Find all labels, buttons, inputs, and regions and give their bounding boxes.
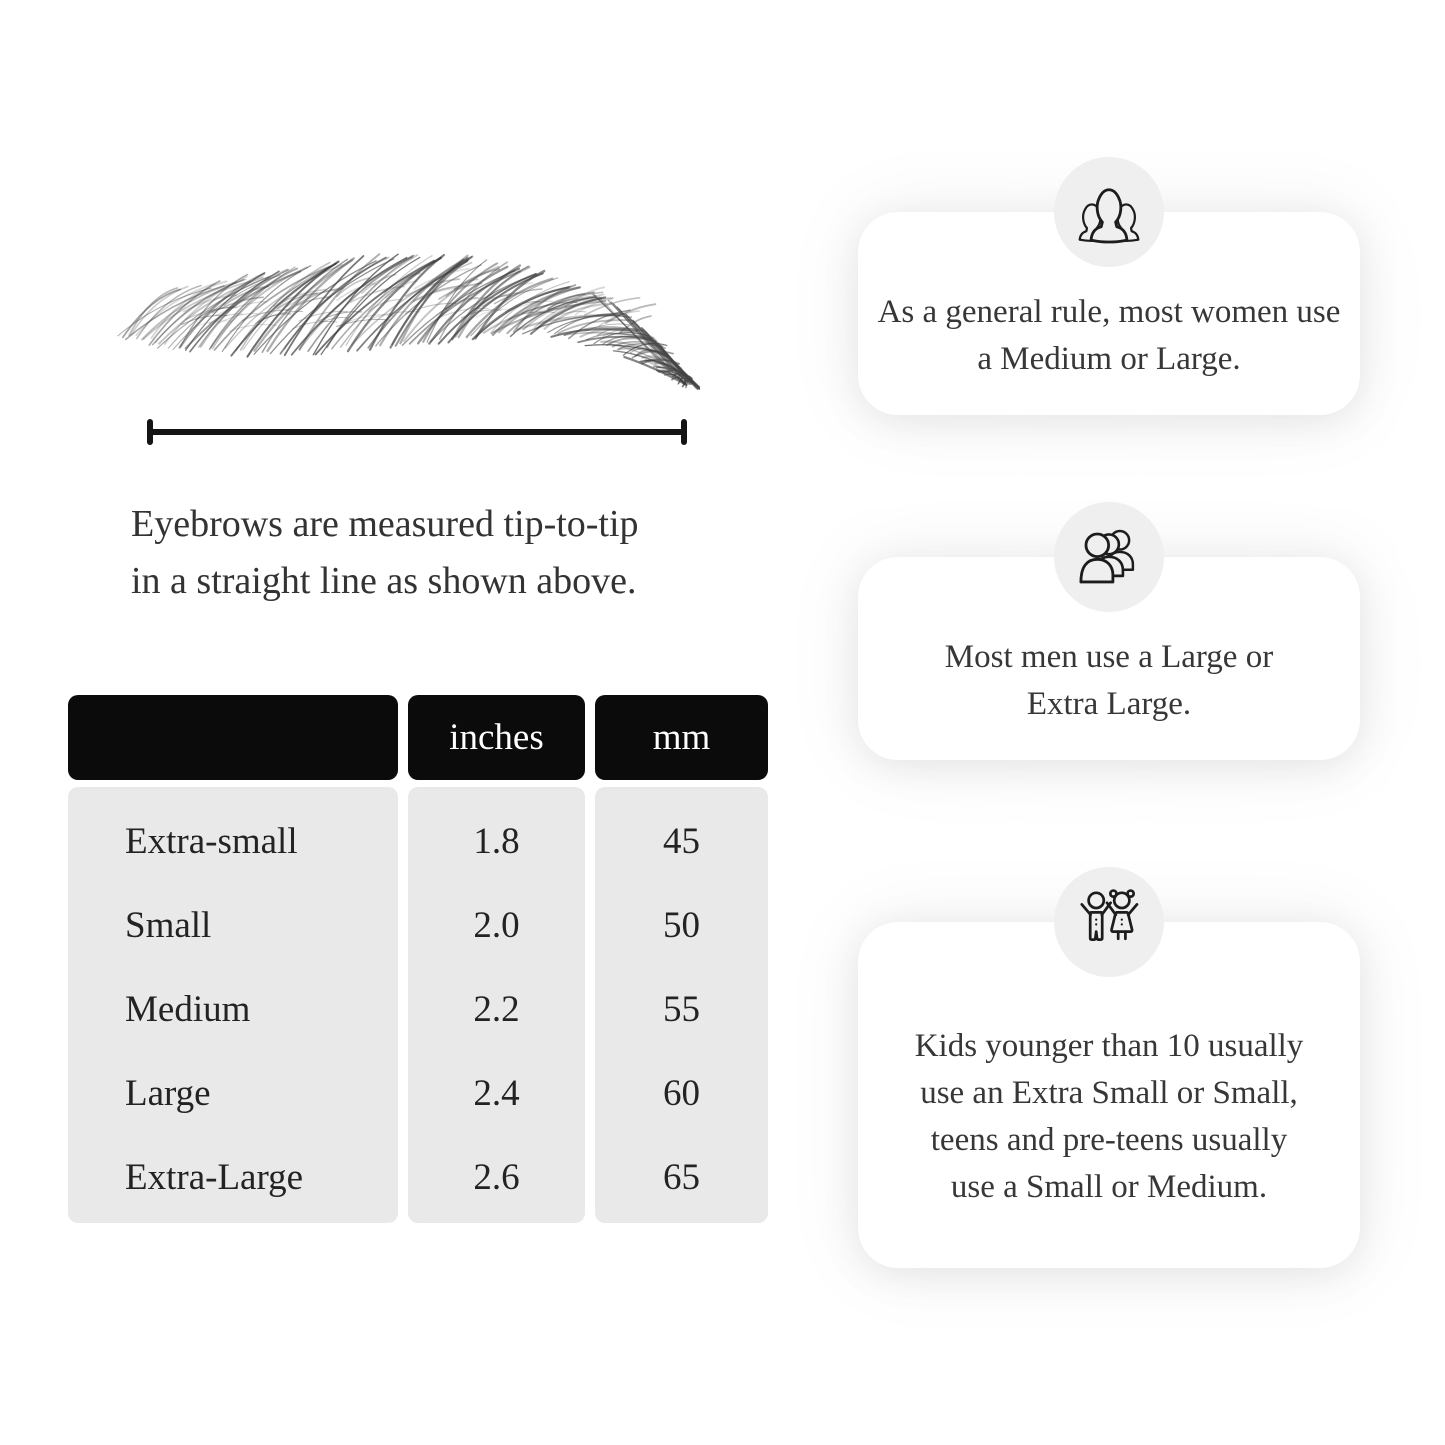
info-card-kids	[858, 922, 1360, 1268]
mm-value: 45	[663, 820, 700, 862]
measurement-line-bar	[147, 429, 687, 435]
figure-caption-line1: Eyebrows are measured tip-to-tip	[131, 503, 639, 545]
card-text: As a general rule, most women use a Medium or Large.	[877, 293, 1341, 377]
size-table-header-mm: mm	[595, 695, 768, 780]
size-table-inches-column	[408, 787, 585, 1223]
card-text: Most men use a Large or Extra Large.	[944, 638, 1274, 722]
size-table-mm-column	[595, 787, 768, 1223]
inches-value: 2.2	[473, 988, 520, 1030]
kids-icon	[1069, 882, 1149, 962]
inches-value: 1.8	[473, 820, 520, 862]
info-card-women	[858, 212, 1360, 415]
mm-value: 65	[663, 1156, 700, 1198]
size-label: Extra-small	[125, 820, 298, 862]
inches-value: 2.4	[473, 1072, 520, 1114]
measurement-line	[147, 419, 687, 445]
icon-circle	[1054, 502, 1164, 612]
icon-circle	[1054, 157, 1164, 267]
inches-value: 2.6	[473, 1156, 520, 1198]
size-table	[68, 695, 768, 1223]
card-text: Kids younger than 10 usually use an Extra Small or Small, teens and pre-teens usually use a Small or Medium.	[914, 1028, 1304, 1205]
measurement-line-right-cap	[681, 419, 687, 445]
size-label: Extra-Large	[125, 1156, 304, 1198]
icon-circle	[1054, 867, 1164, 977]
size-table-label-column	[68, 787, 398, 1223]
women-group-icon	[1070, 173, 1148, 251]
mm-value: 60	[663, 1072, 700, 1114]
size-label: Small	[125, 904, 212, 946]
mm-value: 50	[663, 904, 700, 946]
size-table-header-blank	[68, 695, 398, 780]
size-table-header-inches: inches	[408, 695, 585, 780]
figure-caption-line2: in a straight line as shown above.	[131, 560, 637, 602]
size-label: Medium	[125, 988, 251, 1030]
men-group-icon	[1070, 518, 1148, 596]
figure-caption	[131, 496, 731, 610]
info-card-men	[858, 557, 1360, 760]
mm-value: 55	[663, 988, 700, 1030]
eyebrow-illustration	[110, 237, 700, 402]
inches-value: 2.0	[473, 904, 520, 946]
size-label: Large	[125, 1072, 211, 1114]
